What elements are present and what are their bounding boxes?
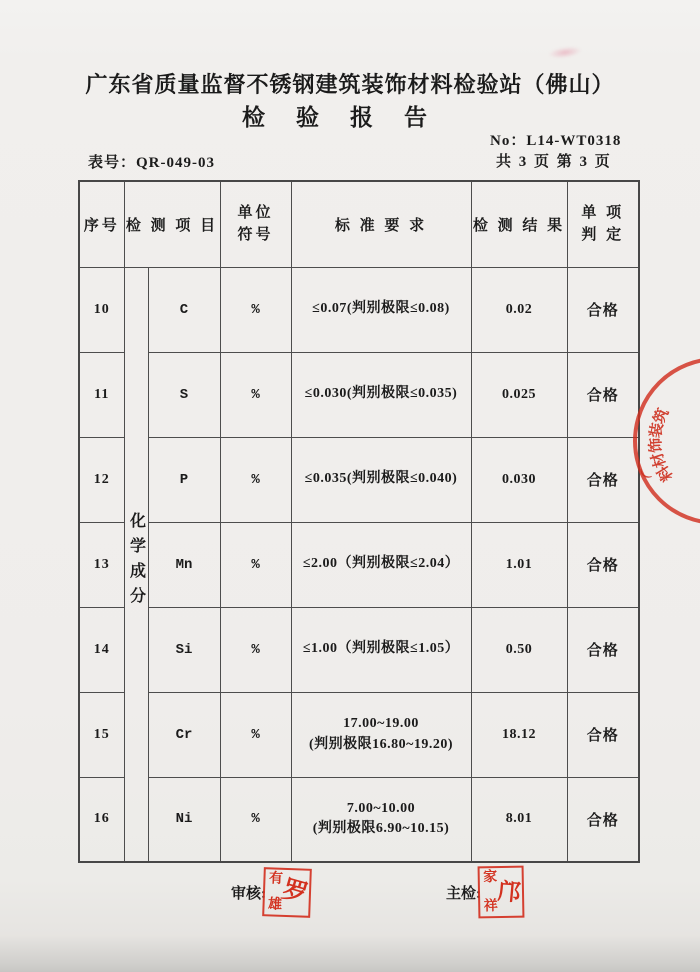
form-number-label: 表号： — [88, 155, 137, 171]
header-unit — [220, 181, 291, 267]
verdict-cell: 合格 — [567, 437, 639, 522]
verdict-cell: 合格 — [567, 267, 639, 352]
stamp-arc-char: 装 — [648, 421, 667, 440]
form-number-value: QR-049-03 — [136, 155, 216, 171]
seal-char: 有 — [268, 871, 284, 887]
seal-char: 雄 — [267, 897, 283, 913]
result-cell: 8.01 — [471, 777, 567, 862]
form-number — [88, 151, 215, 172]
page-subtitle: 检验报告 — [242, 105, 458, 130]
inspector-seal-right-column — [496, 868, 523, 916]
unit-cell: % — [220, 352, 291, 437]
stamp-arc-char: 筑 — [651, 406, 673, 427]
verdict-cell: 合格 — [567, 607, 639, 692]
serial-cell: 13 — [79, 522, 124, 607]
verdict-cell: 合格 — [567, 352, 639, 437]
page-title: 广东省质量监督不锈钢建筑装饰材料检验站（佛山） — [85, 72, 615, 97]
reviewer-seal-right-column — [278, 870, 311, 916]
table-row — [79, 692, 639, 777]
report-number-value: L14-WT0318 — [526, 133, 622, 149]
serial-cell: 10 — [79, 267, 124, 352]
reviewer-seal-stamp — [262, 867, 312, 918]
seal-char: 祥 — [483, 899, 498, 915]
header-item: 检 测 项 目 — [124, 181, 220, 267]
table-row — [79, 437, 639, 522]
table-header-row — [79, 181, 639, 267]
result-cell: 18.12 — [471, 692, 567, 777]
unit-cell: % — [220, 777, 291, 862]
item-cell: S — [148, 352, 220, 437]
standard-cell: ≤1.00（判别极限≤1.05） — [291, 607, 471, 692]
table-row — [79, 607, 639, 692]
item-cell: Ni — [148, 777, 220, 862]
unit-cell: % — [220, 692, 291, 777]
header-verdict — [567, 181, 639, 267]
stamp-arc-char: 饰 — [648, 437, 666, 454]
item-cell: P — [148, 437, 220, 522]
serial-cell: 14 — [79, 607, 124, 692]
item-cell: Si — [148, 607, 220, 692]
serial-cell: 11 — [79, 352, 124, 437]
report-number-label: No： — [490, 133, 527, 149]
header-unit-line1: 单位 — [237, 204, 274, 221]
verdict-cell: 合格 — [567, 522, 639, 607]
serial-cell: 15 — [79, 692, 124, 777]
standard-cell: ≤2.00（判别极限≤2.04） — [291, 522, 471, 607]
table-row — [79, 777, 639, 862]
results-table — [78, 180, 640, 863]
stamp-arc-char: 材 — [649, 450, 670, 470]
table-row — [79, 267, 639, 352]
standard-cell: 7.00~10.00 (判别极限6.90~10.15) — [291, 777, 471, 862]
header-result: 检 测 结 果 — [471, 181, 567, 267]
verdict-cell: 合格 — [567, 777, 639, 862]
item-cell: Mn — [148, 522, 220, 607]
inspector-seal-stamp — [478, 866, 525, 919]
report-number — [490, 129, 621, 150]
round-station-stamp — [633, 357, 700, 525]
inspector-seal-left-column — [480, 868, 500, 916]
group-label: 化学成分 — [127, 511, 145, 612]
table-row — [79, 522, 639, 607]
result-cell: 0.02 — [471, 267, 567, 352]
reviewer-label: 审核: — [231, 886, 266, 902]
unit-cell: % — [220, 437, 291, 522]
result-cell: 1.01 — [471, 522, 567, 607]
seal-char: 邝 — [496, 878, 523, 906]
verdict-cell: 合格 — [567, 692, 639, 777]
result-cell: 0.025 — [471, 352, 567, 437]
serial-cell: 16 — [79, 777, 124, 862]
unit-cell: % — [220, 607, 291, 692]
seal-char: 家 — [483, 870, 498, 886]
unit-cell: % — [220, 522, 291, 607]
standard-cell: ≤0.07(判别极限≤0.08) — [291, 267, 471, 352]
pagination: 共 3 页 第 3 页 — [496, 154, 612, 170]
table-row — [79, 352, 639, 437]
stamp-paren-mark: （ — [634, 468, 655, 489]
item-cell: Cr — [148, 692, 220, 777]
item-cell: C — [148, 267, 220, 352]
header-unit-line2: 符号 — [237, 227, 274, 244]
serial-cell: 12 — [79, 437, 124, 522]
standard-cell: ≤0.035(判别极限≤0.040) — [291, 437, 471, 522]
header-serial: 序号 — [79, 181, 124, 267]
pink-smudge-mark — [547, 45, 582, 61]
seal-char: 罗 — [278, 875, 311, 909]
header-standard: 标 准 要 求 — [291, 181, 471, 267]
standard-cell: ≤0.030(判别极限≤0.035) — [291, 352, 471, 437]
result-cell: 0.030 — [471, 437, 567, 522]
unit-cell: % — [220, 267, 291, 352]
result-cell: 0.50 — [471, 607, 567, 692]
header-verdict-line1: 单 项 — [581, 204, 625, 221]
inspector-label: 主检: — [446, 886, 481, 902]
group-label-cell — [124, 267, 148, 862]
header-verdict-line2: 判 定 — [581, 227, 625, 244]
standard-cell: 17.00~19.00 (判别极限16.80~19.20) — [291, 692, 471, 777]
stamp-arc-char: 料 — [654, 462, 677, 484]
